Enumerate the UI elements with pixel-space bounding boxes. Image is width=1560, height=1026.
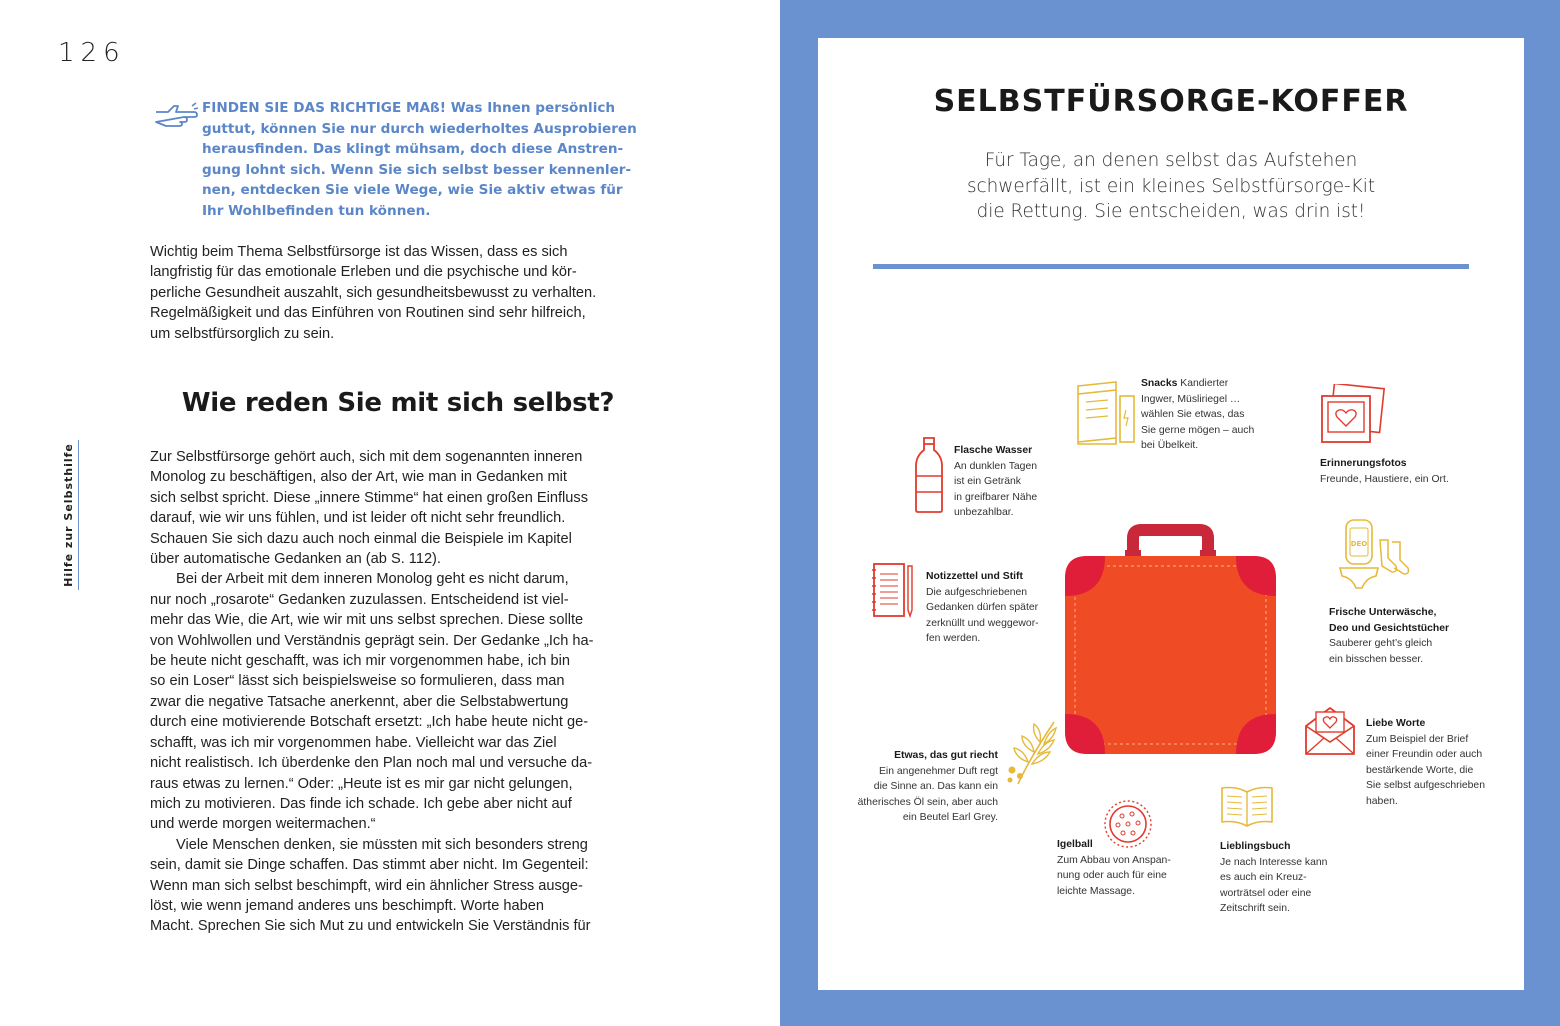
text-line: sein, damit sie Dinge schaffen. Das stimmt aber nicht. Im Gegenteil: (150, 857, 589, 874)
item-desc: nung oder auch für eine (1057, 870, 1167, 881)
text-line: nur noch „rosarote“ Gedanken zuzulassen. Entscheidend ist viel- (150, 591, 569, 608)
snack-bar-icon (1076, 380, 1138, 446)
suitcase-icon (1063, 516, 1278, 756)
text-line: Macht. Sprechen Sie sich Mut zu und entwickeln Sie Verständnis für (150, 918, 591, 935)
side-label-text: Hilfe zur Selbsthilfe (62, 440, 79, 590)
item-desc: Ein angenehmer Duft regt (879, 765, 998, 777)
item-desc: Die aufgeschriebenen (926, 586, 1028, 598)
deo-label: DEO (1350, 540, 1368, 548)
item-desc: fen werden. (926, 633, 981, 644)
text-line: be heute nicht geschafft, was ich mir vorgenommen habe, ich bin (150, 653, 570, 670)
pointing-hand-icon (154, 102, 198, 128)
herb-scent-icon (1006, 718, 1064, 788)
text-line: Zur Selbstfürsorge gehört auch, sich mit dem sogenannten inneren (150, 449, 583, 465)
item-title: Frische Unterwäsche, (1329, 607, 1437, 618)
tip-line: guttut, können Sie nur durch wiederholtes Ausprobieren (202, 120, 637, 137)
text-line: perliche Gesundheit auszahlt, sich gesundheitsbewusst zu verhalten. (150, 284, 597, 301)
body-text (150, 447, 650, 937)
item-desc: haben. (1366, 795, 1398, 807)
tip-line: Ihr Wohlbefinden tun können. (202, 202, 431, 219)
item-desc: ist ein Getränk (954, 476, 1021, 487)
item-desc: Kandierter (1177, 378, 1229, 389)
intro-line: die Rettung. Sie entscheiden, was drin ist! (976, 201, 1366, 222)
text-line: darauf, wie wir uns fühlen, und ist leider oft nicht sehr freundlich. (150, 510, 566, 527)
item-desc: Zum Abbau von Anspan- (1057, 854, 1171, 866)
item-desc: ätherisches Öl sein, aber auch (857, 796, 998, 808)
deo-underwear-icon (1338, 518, 1414, 590)
text-line: von Wohlwollen und Verständnis geprägt sein. Der Gedanke „Ich ha- (150, 632, 594, 649)
item-desc: Sie gerne mögen – auch (1141, 424, 1255, 436)
text-line: raus etwas zu lernen.“ Oder: „Heute ist es mir gar nicht gelungen, (150, 775, 573, 792)
item-title: Lieblingsbuch (1220, 841, 1291, 852)
item-title: Erinnerungsfotos (1320, 458, 1407, 469)
self-care-card (818, 38, 1524, 990)
text-line: langfristig für das emotionale Erleben und die psychische und kör- (150, 264, 577, 281)
side-label (62, 440, 84, 590)
text-line: so ein Loser“ lässt sich beispielsweise so formulieren, dass man (150, 673, 565, 690)
item-book (1220, 839, 1350, 917)
tip-line: gung lohnt sich. Wenn Sie sich selbst besser kennenler- (202, 161, 632, 178)
water-bottle-icon (914, 436, 944, 514)
text-line: mich zu motivieren. Das finde ich schade. Ich gebe aber nicht auf (150, 795, 572, 812)
tip-text (202, 98, 650, 222)
item-snacks (1141, 376, 1271, 454)
item-photos (1320, 456, 1510, 487)
item-letter (1366, 716, 1506, 809)
intro-line: schwerfällt, ist ein kleines Selbstfürsorge-Kit (966, 175, 1376, 197)
item-desc: ein bisschen besser. (1329, 653, 1424, 665)
item-underwear (1329, 605, 1499, 667)
item-desc: bestärkende Worte, die (1366, 764, 1474, 776)
text-line: um selbstfürsorglich zu sein. (150, 325, 335, 342)
item-title: Flasche Wasser (954, 445, 1033, 456)
text-line: und werde morgen weitermachen.“ (150, 816, 376, 833)
item-title: Deo und Gesichtstücher (1329, 622, 1450, 634)
item-desc: Ingwer, Müsliriegel … (1141, 393, 1241, 405)
item-desc: worträtsel oder eine (1220, 887, 1312, 899)
text-line: sich selbst spricht. Diese „innere Stimme“ hat einen großen Einfluss (150, 489, 588, 506)
text-line: nicht realistisch. Ich überdenke den Plan noch mal und versuche da- (150, 755, 593, 772)
item-desc: Je nach Interesse kann (1220, 856, 1328, 868)
item-title: Snacks (1141, 378, 1178, 389)
tip-line: FINDEN SIE DAS RICHTIGE MAß! Was Ihnen persönlich (202, 100, 616, 116)
text-line: Schauen Sie sich dazu auch noch einmal die Beispiele im Kapitel (150, 530, 572, 547)
tip-line: nen, entdecken Sie viele Wege, wie Sie aktiv etwas für (202, 182, 623, 199)
card-title: SELBSTFÜRSORGE-KOFFER (933, 84, 1409, 119)
item-desc: leichte Massage. (1057, 885, 1135, 897)
item-desc: An dunklen Tagen (954, 460, 1038, 472)
item-desc: Sie selbst aufgeschrieben (1366, 780, 1485, 791)
envelope-heart-icon (1302, 702, 1358, 758)
text-line: Regelmäßigkeit und das Einführen von Routinen sind sehr hilfreich, (150, 305, 586, 322)
text-line: über automatische Gedanken an (ab S. 112). (150, 551, 441, 568)
text-line: mehr das Wie, die Art, wie wir mit uns selbst sprechen. Diese sollte (150, 612, 584, 629)
divider (873, 264, 1469, 269)
item-massage-ball (1057, 837, 1187, 899)
item-desc: Zeitschrift sein. (1220, 903, 1290, 914)
text-line: Wichtig beim Thema Selbstfürsorge ist das Wissen, dass es sich (150, 244, 568, 260)
item-title: Notizzettel und Stift (926, 571, 1023, 582)
item-desc: in greifbarer Nähe (954, 491, 1038, 503)
tip-line: herausfinden. Das klingt mühsam, doch diese Anstren- (202, 141, 624, 158)
text-line: Viele Menschen denken, sie müssten mit sich besonders streng (176, 836, 588, 853)
intro-line: Für Tage, an denen selbst das Aufstehen (984, 150, 1358, 171)
item-title: Etwas, das gut riecht (894, 750, 998, 761)
item-desc: einer Freundin oder auch (1366, 749, 1483, 760)
item-title: Igelball (1057, 839, 1093, 850)
item-desc: die Sinne an. Das kann ein (873, 781, 998, 792)
page-number: 126 (58, 38, 126, 68)
item-scent (848, 748, 998, 826)
notepad-icon (870, 560, 914, 620)
item-desc: bei Übelkeit. (1141, 440, 1199, 451)
text-line: Bei der Arbeit mit dem inneren Monolog geht es nicht darum, (176, 571, 569, 588)
text-line: Monolog zu beschäftigen, also der Art, wie man in Gedanken mit (150, 469, 567, 486)
item-desc: ein Beutel Earl Grey. (902, 812, 998, 823)
item-desc: Sauberer geht’s gleich (1329, 638, 1433, 649)
text-line: zwar die negative Tatsache anerkennt, aber die Selbstabwertung (150, 693, 569, 710)
tip-box (150, 98, 650, 222)
text-line: löst, wie wenn jemand anderes uns beschimpft. Worte haben (150, 897, 544, 914)
book-icon (1218, 784, 1276, 830)
item-desc: wählen Sie etwas, das (1141, 409, 1245, 420)
item-desc: zerknüllt und weggewor- (926, 617, 1039, 629)
card-intro (941, 148, 1401, 225)
item-title: Liebe Worte (1366, 718, 1426, 729)
text-line: Wenn man sich selbst beschimpft, wird ein ähnlicher Stress ausge- (150, 877, 583, 894)
text-line: durch eine motivierende Botschaft ersetzt: „Ich habe heute nicht ge- (150, 714, 589, 731)
item-desc: Freunde, Haustiere, ein Ort. (1320, 473, 1449, 485)
item-desc: Zum Beispiel der Brief (1366, 733, 1469, 745)
text-line: schafft, was ich mir vorgenommen habe. Vielleicht war das Ziel (150, 734, 557, 751)
item-water (954, 443, 1074, 521)
item-desc: es auch ein Kreuz- (1220, 872, 1307, 883)
item-notepad (926, 569, 1056, 647)
photos-icon (1318, 384, 1386, 446)
section-heading: Wie reden Sie mit sich selbst? (181, 388, 615, 418)
intro-paragraph (150, 242, 650, 344)
item-desc: Gedanken dürfen später (926, 602, 1039, 613)
item-desc: unbezahlbar. (954, 507, 1014, 518)
